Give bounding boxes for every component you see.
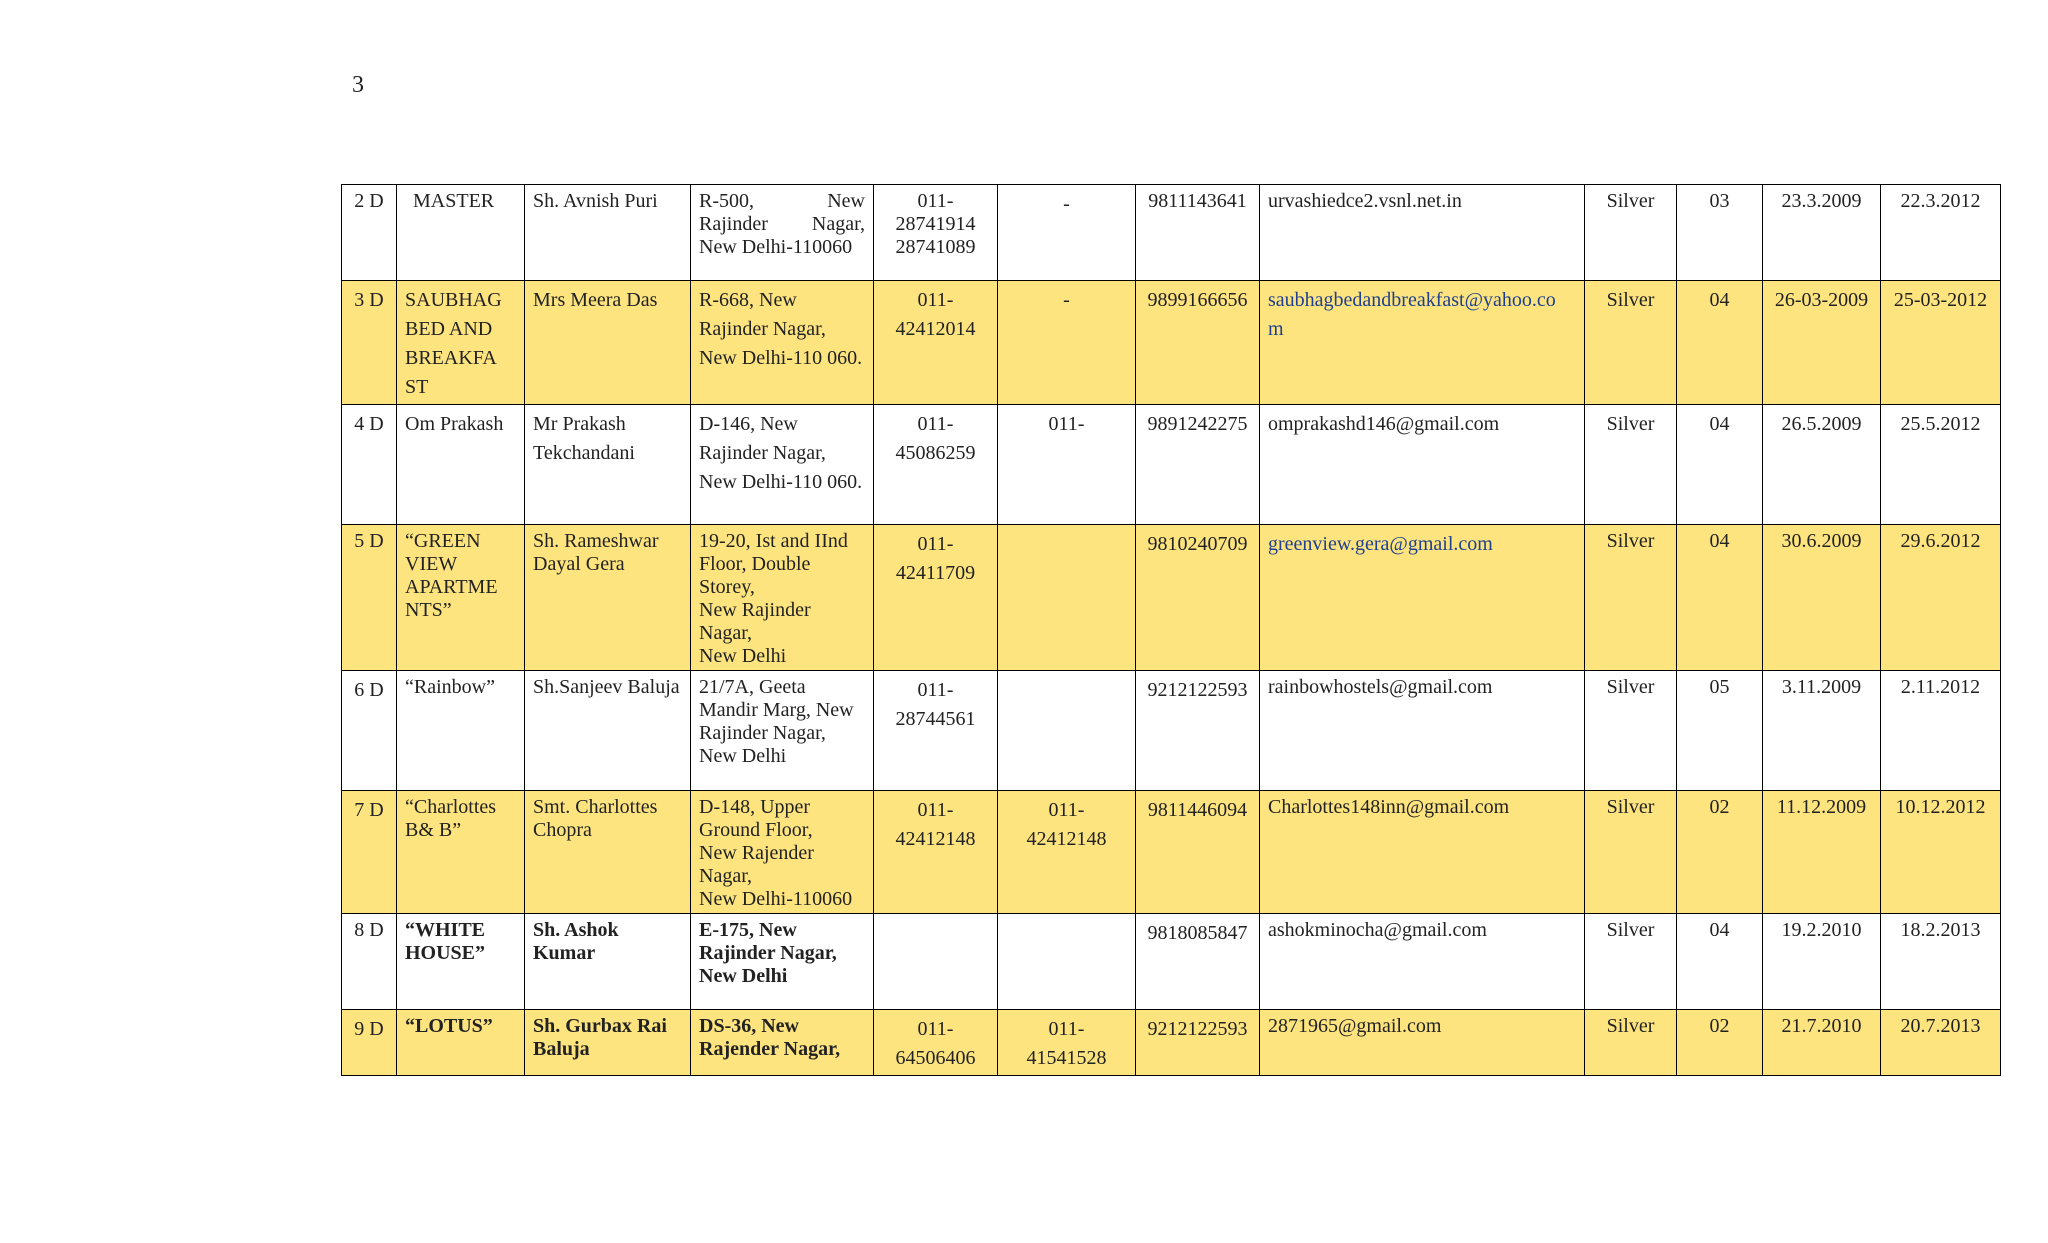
email-cell: 2871965@gmail.com: [1260, 1010, 1585, 1076]
page-number: 3: [352, 72, 364, 98]
fax-cell: [998, 914, 1136, 1010]
rooms-cell: 04: [1677, 525, 1763, 671]
address-cell: 21/7A, Geeta Mandir Marg, New Rajinder Nagar, New Delhi: [691, 671, 874, 791]
table-row: [342, 671, 2001, 791]
serial-number-cell: 2 D: [342, 185, 397, 281]
phone-cell: 011- 28741914 28741089: [874, 185, 998, 281]
owner-name-cell: Smt. Charlottes Chopra: [525, 791, 691, 914]
guesthouse-listing-table: [341, 184, 2001, 1076]
mobile-cell: 9891242275: [1136, 405, 1260, 525]
mobile-cell: 9811446094: [1136, 791, 1260, 914]
email-cell: urvashiedce2.vsnl.net.in: [1260, 185, 1585, 281]
fax-cell: 011- 41541528: [998, 1010, 1136, 1076]
email-cell: [1260, 281, 1585, 405]
email-cell: Charlottes148inn@gmail.com: [1260, 791, 1585, 914]
phone-cell: 011- 42412014: [874, 281, 998, 405]
fax-cell: -: [998, 185, 1136, 281]
table-row: [342, 185, 2001, 281]
phone-cell: 011- 28744561: [874, 671, 998, 791]
mobile-cell: 9899166656: [1136, 281, 1260, 405]
address-cell: D-146, New Rajinder Nagar, New Delhi-110 060.: [691, 405, 874, 525]
category-cell: Silver: [1585, 914, 1677, 1010]
mobile-cell: 9810240709: [1136, 525, 1260, 671]
valid-to-cell: 29.6.2012: [1881, 525, 2001, 671]
email-cell: [1260, 525, 1585, 671]
phone-cell: 011- 42412148: [874, 791, 998, 914]
mobile-cell: 9212122593: [1136, 1010, 1260, 1076]
serial-number-cell: 4 D: [342, 405, 397, 525]
email-cell: omprakashd146@gmail.com: [1260, 405, 1585, 525]
fax-cell: 011- 42412148: [998, 791, 1136, 914]
fax-cell: [998, 671, 1136, 791]
rooms-cell: 04: [1677, 914, 1763, 1010]
category-cell: Silver: [1585, 671, 1677, 791]
category-cell: Silver: [1585, 791, 1677, 914]
establishment-name-cell: “Rainbow”: [397, 671, 525, 791]
establishment-name-cell: “Charlottes B& B”: [397, 791, 525, 914]
rooms-cell: 05: [1677, 671, 1763, 791]
rooms-cell: 03: [1677, 185, 1763, 281]
owner-name-cell: Sh. Ashok Kumar: [525, 914, 691, 1010]
fax-cell: -: [998, 281, 1136, 405]
address-cell: D-148, Upper Ground Floor, New Rajender Nagar, New Delhi-110060: [691, 791, 874, 914]
mobile-cell: 9811143641: [1136, 185, 1260, 281]
mobile-cell: 9818085847: [1136, 914, 1260, 1010]
category-cell: Silver: [1585, 405, 1677, 525]
owner-name-cell: Sh. Avnish Puri: [525, 185, 691, 281]
owner-name-cell: Sh. Gurbax Rai Baluja: [525, 1010, 691, 1076]
phone-cell: [874, 914, 998, 1010]
serial-number-cell: 9 D: [342, 1010, 397, 1076]
table-row: [342, 914, 2001, 1010]
address-cell: R-668, New Rajinder Nagar, New Delhi-110 060.: [691, 281, 874, 405]
table-row: [342, 405, 2001, 525]
valid-from-cell: 23.3.2009: [1763, 185, 1881, 281]
email-cell: ashokminocha@gmail.com: [1260, 914, 1585, 1010]
valid-to-cell: 18.2.2013: [1881, 914, 2001, 1010]
phone-cell: 011- 45086259: [874, 405, 998, 525]
valid-from-cell: 26.5.2009: [1763, 405, 1881, 525]
owner-name-cell: Mr Prakash Tekchandani: [525, 405, 691, 525]
valid-to-cell: 22.3.2012: [1881, 185, 2001, 281]
fax-cell: 011-: [998, 405, 1136, 525]
serial-number-cell: 7 D: [342, 791, 397, 914]
establishment-name-cell: Om Prakash: [397, 405, 525, 525]
rooms-cell: 02: [1677, 1010, 1763, 1076]
rooms-cell: 04: [1677, 405, 1763, 525]
address-cell: R-500, New Rajinder Nagar, New Delhi-110060: [691, 185, 874, 281]
table-row: [342, 525, 2001, 671]
owner-name-cell: Mrs Meera Das: [525, 281, 691, 405]
email-link[interactable]: saubhagbedandbreakfast@yahoo.co m: [1268, 289, 1556, 340]
table-row: [342, 1010, 2001, 1076]
valid-from-cell: 11.12.2009: [1763, 791, 1881, 914]
address-cell: 19-20, Ist and IInd Floor, Double Storey, New Rajinder Nagar, New Delhi: [691, 525, 874, 671]
serial-number-cell: 3 D: [342, 281, 397, 405]
category-cell: Silver: [1585, 1010, 1677, 1076]
valid-from-cell: 26-03-2009: [1763, 281, 1881, 405]
valid-to-cell: 20.7.2013: [1881, 1010, 2001, 1076]
category-cell: Silver: [1585, 185, 1677, 281]
valid-to-cell: 25-03-2012: [1881, 281, 2001, 405]
rooms-cell: 02: [1677, 791, 1763, 914]
mobile-cell: 9212122593: [1136, 671, 1260, 791]
valid-to-cell: 25.5.2012: [1881, 405, 2001, 525]
email-cell: rainbowhostels@gmail.com: [1260, 671, 1585, 791]
valid-from-cell: 19.2.2010: [1763, 914, 1881, 1010]
serial-number-cell: 6 D: [342, 671, 397, 791]
valid-from-cell: 30.6.2009: [1763, 525, 1881, 671]
fax-cell: [998, 525, 1136, 671]
rooms-cell: 04: [1677, 281, 1763, 405]
phone-cell: 011- 42411709: [874, 525, 998, 671]
phone-cell: 011- 64506406: [874, 1010, 998, 1076]
serial-number-cell: 8 D: [342, 914, 397, 1010]
establishment-name-cell: SAUBHAG BED AND BREAKFA ST: [397, 281, 525, 405]
establishment-name-cell: MASTER: [397, 185, 525, 281]
establishment-name-cell: “WHITE HOUSE”: [397, 914, 525, 1010]
owner-name-cell: Sh.Sanjeev Baluja: [525, 671, 691, 791]
table-row: [342, 791, 2001, 914]
valid-from-cell: 3.11.2009: [1763, 671, 1881, 791]
category-cell: Silver: [1585, 281, 1677, 405]
valid-to-cell: 10.12.2012: [1881, 791, 2001, 914]
table-row: [342, 281, 2001, 405]
establishment-name-cell: “LOTUS”: [397, 1010, 525, 1076]
owner-name-cell: Sh. Rameshwar Dayal Gera: [525, 525, 691, 671]
address-cell: E-175, New Rajinder Nagar, New Delhi: [691, 914, 874, 1010]
address-cell: DS-36, New Rajender Nagar,: [691, 1010, 874, 1076]
serial-number-cell: 5 D: [342, 525, 397, 671]
email-link[interactable]: greenview.gera@gmail.com: [1268, 533, 1493, 555]
establishment-name-cell: “GREEN VIEW APARTME NTS”: [397, 525, 525, 671]
category-cell: Silver: [1585, 525, 1677, 671]
valid-from-cell: 21.7.2010: [1763, 1010, 1881, 1076]
valid-to-cell: 2.11.2012: [1881, 671, 2001, 791]
